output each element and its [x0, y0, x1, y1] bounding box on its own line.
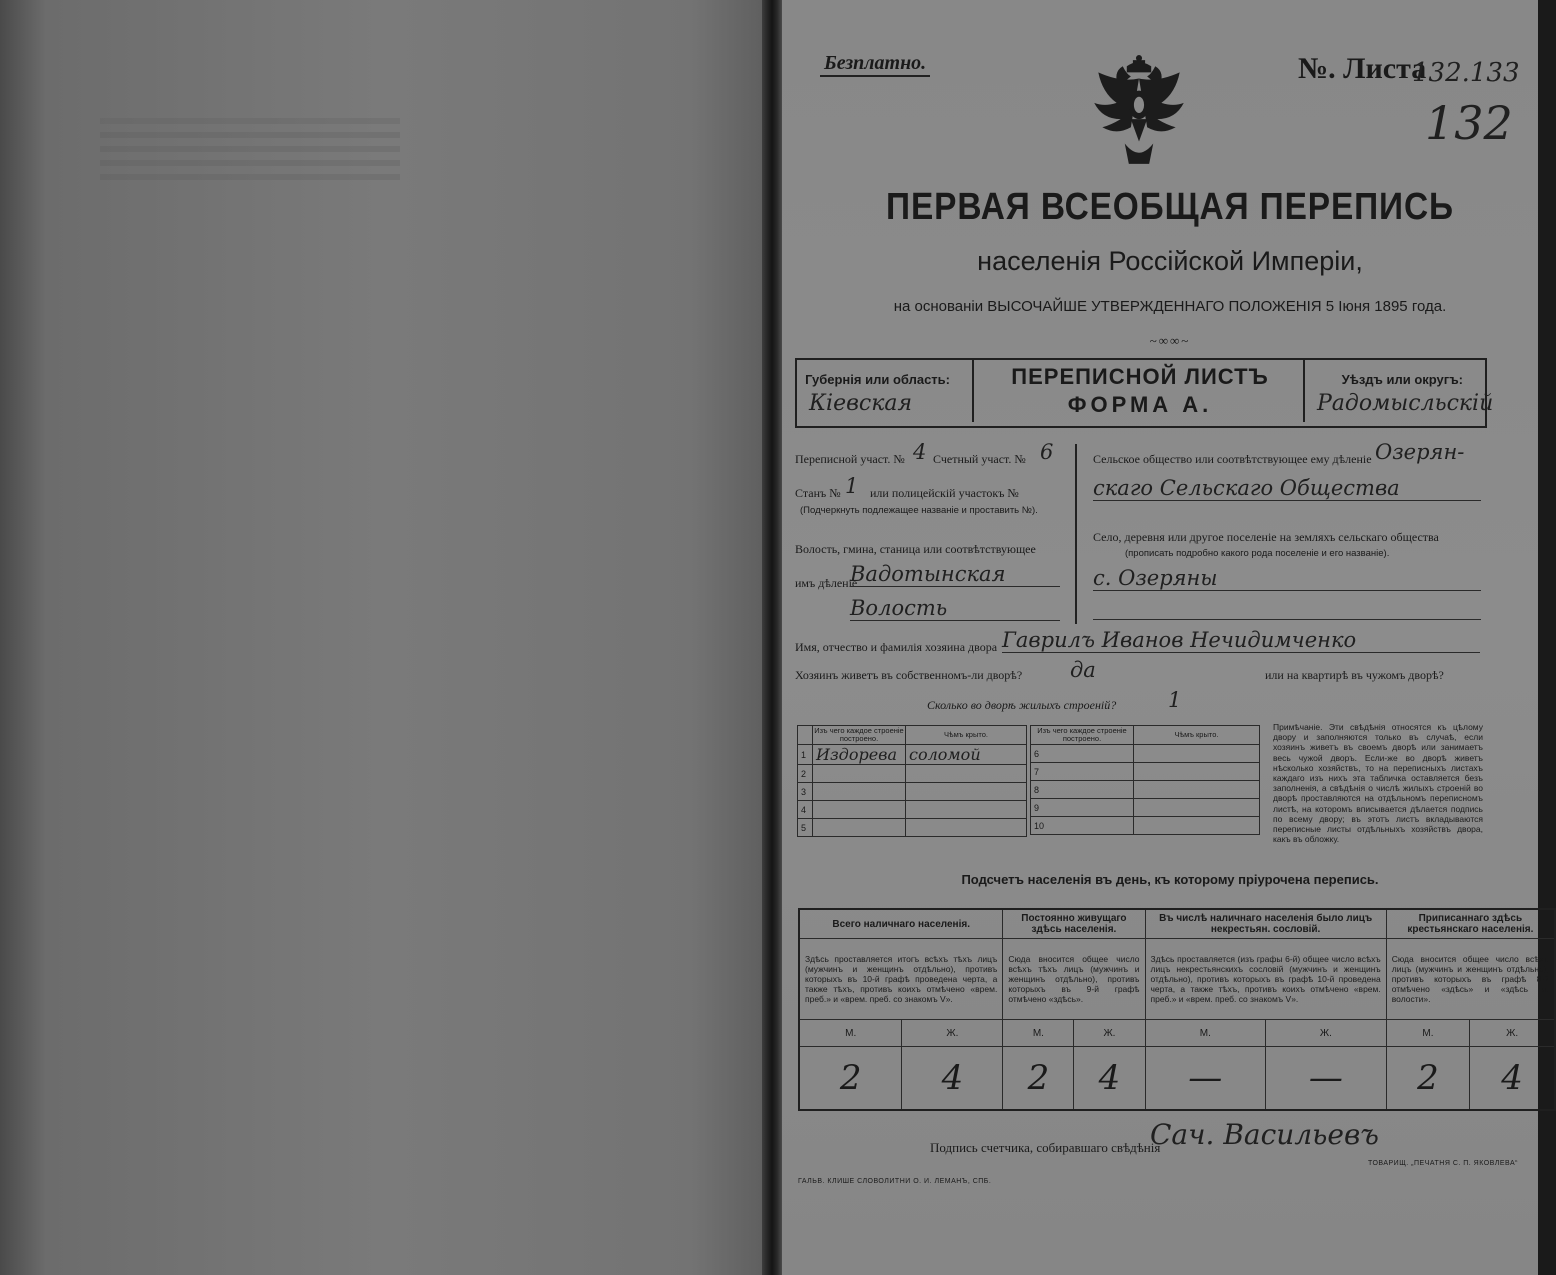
form-type: ФОРМА А.: [1067, 392, 1213, 417]
material-cell: [813, 783, 906, 801]
female-label: Ж.: [1266, 1020, 1387, 1047]
table-row: [1031, 817, 1260, 835]
form-name-cell: [975, 364, 1305, 418]
imperial-eagle-emblem: [1088, 52, 1190, 170]
form-header-box: [795, 358, 1494, 428]
census-title: ПЕРВАЯ ВСЕОБЩАЯ ПЕРЕПИСЬ: [886, 186, 1454, 228]
legal-basis-line: на основаніи ВЫСОЧАЙШЕ УТВЕРЖДЕННАГО ПОЛОЖЕНІЯ 5 Іюня 1895 года.: [893, 298, 1447, 315]
society-label: Сельское общество или соотвѣтствующее ему дѣленіе: [1093, 452, 1372, 466]
total-present-male: 2: [799, 1047, 902, 1111]
row-number: 8: [1031, 781, 1134, 799]
lives-own-yard-handwritten: да: [1070, 658, 1096, 682]
female-label: Ж.: [1074, 1020, 1145, 1047]
roof-cell: [1134, 763, 1260, 781]
sheet-number-handwritten: 132.133: [1412, 58, 1520, 88]
sheet-number-label: №. Листа: [1298, 52, 1427, 85]
owner-label: Имя, отчество и фамилія хозяина двора: [795, 640, 998, 654]
permanent-desc: Сюда вносится общее число всѣхъ тѣхъ лицъ (мужчинъ и женщинъ отдѣльно), противъ которыхъ въ 9-й графѣ отмѣчено «здѣсь».: [1003, 939, 1145, 1020]
roof-cell: [1134, 817, 1260, 835]
lives-own-yard-label: Хозяинъ живетъ въ собственномъ-ли дворѣ?: [795, 668, 1023, 682]
roof-cell: [1134, 745, 1260, 763]
roof-cell: соломой: [906, 745, 1027, 765]
volost-label-2: имъ дѣленіе: [795, 576, 858, 590]
counting-district-label: Счетный участ. №: [933, 452, 1026, 466]
folio-number-handwritten: 132: [1425, 96, 1513, 150]
gubernia-handwritten: Кіевская: [809, 391, 913, 416]
village-label: Село, деревня или другое поселеніе на земляхъ сельскаго общества: [1093, 530, 1439, 544]
column-separator: [1075, 444, 1077, 624]
total-present-desc: Здѣсь проставляется итогъ всѣхъ тѣхъ лицъ (мужчинъ и женщинъ отдѣльно), противъ которыхъ въ 10-й графѣ проведена черта, а также тѣхъ, противъ коихъ отмѣчено «врем. преб.» и «врем. преб. со знакомъ V».: [799, 939, 1003, 1020]
row-number: 3: [798, 783, 813, 801]
uezd-handwritten: Радомысльскій: [1317, 391, 1494, 416]
society-handwritten: Озерян-: [1375, 440, 1465, 464]
printer-imprint-right: ТОВАРИЩ. „ПЕЧАТНЯ С. П. ЯКОВЛЕВА“: [1368, 1160, 1518, 1167]
roof-cell: [1134, 799, 1260, 817]
row-number: 4: [798, 801, 813, 819]
row-number: 5: [798, 819, 813, 837]
registered-peasant-desc: Сюда вносится общее число всѣхъ лицъ (мужчинъ и женщинъ отдѣльно), противъ которыхъ въ графѣ 8-й отмѣчено «здѣсь» и «здѣсь въ волости».: [1386, 939, 1555, 1020]
material-header: Изъ чего каждое строеніе построено.: [1031, 726, 1134, 745]
material-header: Изъ чего каждое строеніе построено.: [814, 726, 904, 743]
male-label: М.: [1145, 1020, 1266, 1047]
permanent-male: 2: [1003, 1047, 1074, 1111]
enumerator-signature-label: Подпись счетчика, собиравшаго свѣдѣнія: [930, 1140, 1161, 1155]
counting-district-handwritten: 6: [1040, 440, 1054, 464]
census-subtitle: населенія Россійской Имперіи,: [977, 246, 1363, 276]
roof-cell: [906, 819, 1027, 837]
female-label: Ж.: [1470, 1020, 1555, 1047]
stan-label: Станъ №: [795, 486, 841, 500]
registered-peasant-header: Приписаннаго здѣсь крестьянскаго населенія.: [1386, 909, 1555, 939]
census-district-label: Переписной участ. №: [795, 452, 905, 466]
total-present-header: Всего наличнаго населенія.: [799, 909, 1003, 939]
table-row: [1031, 763, 1260, 781]
male-label: М.: [799, 1020, 902, 1047]
material-cell: [813, 819, 906, 837]
book-gutter: [762, 0, 784, 1275]
police-district-label: или полицейскій участокъ №: [870, 486, 1019, 500]
roof-cell: [1134, 781, 1260, 799]
buildings-count-label: Сколько во дворѣ жилыхъ строеній?: [927, 698, 1117, 712]
village-blank-line: [1093, 618, 1481, 620]
village-instruction: (прописать подробно какого рода поселеніе и его названіе).: [1125, 548, 1390, 559]
permanent-header: Постоянно живущаго здѣсь населенія.: [1003, 909, 1145, 939]
total-present-female: 4: [902, 1047, 1003, 1111]
left-page-blank: [0, 0, 768, 1275]
owner-handwritten: Гаврилъ Иванов Нечидимченко: [1002, 628, 1480, 653]
gubernia-label: Губернія или область:: [805, 372, 950, 387]
table-row: [798, 783, 1027, 801]
non-peasant-desc: Здѣсь проставляется (изъ графы 6-й) общее число всѣхъ лицъ некрестьянскихъ сословій (мужчинъ и женщинъ отдѣльно), противъ которыхъ въ графѣ 10-й проведена черта, а также тѣхъ, противъ коихъ отмѣчено «врем. преб.» и «врем. преб. со знакомъ V».: [1145, 939, 1386, 1020]
lives-rented-label: или на квартирѣ въ чужомъ дворѣ?: [1265, 668, 1444, 682]
buildings-note: Примѣчаніе. Эти свѣдѣнія относятся къ цѣлому двору и заполняются только въ случаѣ, если хозяинъ живетъ въ своемъ дворѣ или занимаетъ весь чужой дворъ. Если-же во дворѣ живетъ нѣсколько хозяйствъ, то на переписныхъ листахъ каждаго изъ нихъ эта табличка оставляется безъ заполненія, а свѣдѣнія о числѣ жилыхъ строеній во дворѣ проставляются на отдѣльномъ переписномъ листѣ, на которомъ вписывается дѣлается подпись по всему двору; въ этотъ листъ вкладываются переписные листы отдѣльныхъ хозяйствъ двора, какъ въ обложку.: [1273, 722, 1483, 845]
table-row: [1031, 781, 1260, 799]
row-number: 9: [1031, 799, 1134, 817]
material-cell: [813, 801, 906, 819]
male-label: М.: [1003, 1020, 1074, 1047]
enumerator-signature: Сач. Васильевъ: [1150, 1118, 1379, 1151]
ornament-divider: ~∞∞~: [1149, 333, 1191, 348]
buildings-table-right: [1030, 725, 1260, 835]
form-name: ПЕРЕПИСНОЙ ЛИСТЪ: [1011, 364, 1269, 389]
row-number: 10: [1031, 817, 1134, 835]
male-label: М.: [1386, 1020, 1470, 1047]
permanent-female: 4: [1074, 1047, 1145, 1111]
stan-handwritten: 1: [845, 474, 859, 498]
row-number: 7: [1031, 763, 1134, 781]
roof-cell: [906, 765, 1027, 783]
population-count-table: [798, 908, 1556, 1111]
material-cell: [813, 765, 906, 783]
gubernia-cell: [797, 360, 974, 422]
female-label: Ж.: [902, 1020, 1003, 1047]
roof-cell: [906, 783, 1027, 801]
underline-instruction: (Подчеркнуть подлежащее названіе и проставить №).: [800, 505, 1038, 516]
non-peasant-female: —: [1266, 1047, 1387, 1111]
row-number: 2: [798, 765, 813, 783]
buildings-count-handwritten: 1: [1168, 688, 1182, 712]
table-row: [798, 745, 1027, 765]
table-row: [798, 819, 1027, 837]
printer-imprint-left: ГАЛЬВ. КЛИШЕ СЛОВОЛИТНИ О. И. ЛЕМАНЪ, СПБ.: [798, 1178, 992, 1185]
roof-header: Чѣмъ крыто.: [1134, 726, 1260, 745]
table-row: [798, 765, 1027, 783]
volost-label: Волость, гмина, станица или соотвѣтствующее: [795, 542, 1036, 556]
uezd-cell: [1303, 360, 1494, 422]
table-row: [798, 801, 1027, 819]
non-peasant-header: Въ числѣ наличнаго населенія было лицъ некрестьян. сословій.: [1145, 909, 1386, 939]
census-district-handwritten: 4: [913, 440, 927, 464]
buildings-table-left: [797, 725, 1027, 837]
population-count-title: Подсчетъ населенія въ день, къ которому пріурочена перепись.: [961, 872, 1379, 887]
free-of-charge-label: Безплатно.: [820, 52, 930, 77]
registered-peasant-female: 4: [1470, 1047, 1555, 1111]
non-peasant-male: —: [1145, 1047, 1266, 1111]
uezd-label: Уѣздъ или округъ:: [1341, 372, 1463, 387]
row-number: 6: [1031, 745, 1134, 763]
volost-handwritten-2: Волость: [850, 596, 1060, 621]
material-cell: Издорева: [813, 745, 906, 765]
volost-handwritten: Вадотынская: [850, 562, 1060, 587]
table-row: [1031, 745, 1260, 763]
table-row: [1031, 799, 1260, 817]
roof-header: Чѣмъ крыто.: [906, 726, 1027, 745]
society-handwritten-2: скаго Сельскаго Общества: [1093, 476, 1481, 501]
row-number: 1: [798, 745, 813, 765]
roof-cell: [906, 801, 1027, 819]
registered-peasant-male: 2: [1386, 1047, 1470, 1111]
left-page-bleed-through: [100, 110, 400, 230]
village-handwritten: с. Озеряны: [1093, 566, 1481, 591]
